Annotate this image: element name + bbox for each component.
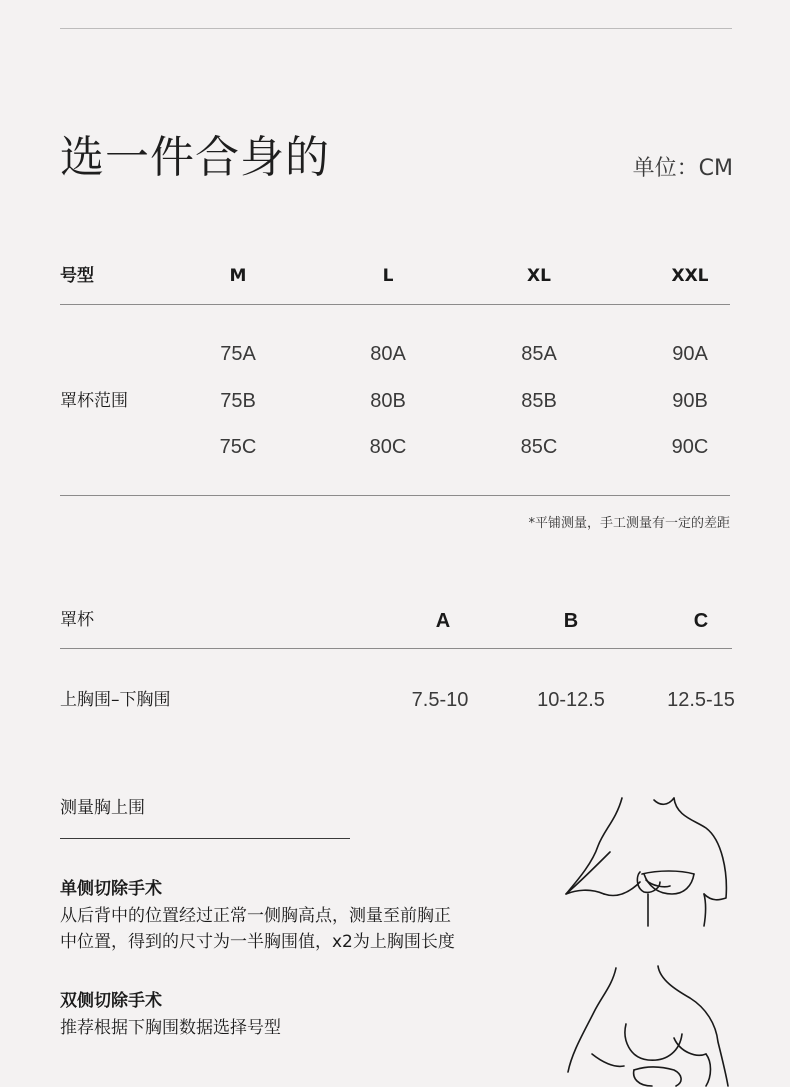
size-col-xxl: XXL bbox=[671, 266, 709, 286]
double-surgery-text: 推荐根据下胸围数据选择号型 bbox=[60, 1018, 281, 1038]
size-cell: 75A bbox=[220, 343, 256, 365]
size-col-m: M bbox=[229, 266, 247, 286]
single-surgery-text-line1: 从后背中的位置经过正常一侧胸高点，测量至前胸正 bbox=[60, 906, 451, 926]
size-table-header-label: 号型 bbox=[60, 266, 94, 286]
unit-label: 单位：CM bbox=[632, 156, 733, 181]
size-cell: 85A bbox=[521, 343, 557, 365]
size-table-row-label: 罩杯范围 bbox=[60, 391, 128, 411]
size-cell: 80C bbox=[369, 436, 407, 458]
cup-table-row-label: 上胸围–下胸围 bbox=[60, 690, 171, 710]
size-table-bottom-divider bbox=[60, 495, 730, 496]
size-cell: 90A bbox=[672, 343, 708, 365]
size-cell: 80B bbox=[370, 390, 406, 412]
measure-title-underline bbox=[60, 838, 350, 839]
measurement-note: *平铺测量，手工测量有一定的差距 bbox=[528, 516, 730, 531]
page-title: 选一件合身的 bbox=[60, 132, 330, 183]
size-col-xl: XL bbox=[527, 266, 551, 286]
size-cell: 75B bbox=[220, 390, 256, 412]
cup-col-b: B bbox=[563, 610, 579, 632]
cup-cell: 10-12.5 bbox=[537, 689, 605, 711]
torso-measure-single-illustration bbox=[556, 790, 736, 930]
cup-cell: 7.5-10 bbox=[411, 689, 469, 711]
size-cell: 75C bbox=[219, 436, 257, 458]
size-cell: 85B bbox=[521, 390, 557, 412]
cup-col-c: C bbox=[693, 610, 709, 632]
measure-section-title: 测量胸上围 bbox=[60, 798, 145, 818]
single-surgery-text-line2: 中位置，得到的尺寸为一半胸围值，x2为上胸围长度 bbox=[60, 932, 455, 952]
size-cell: 80A bbox=[370, 343, 406, 365]
size-cell: 90B bbox=[672, 390, 708, 412]
size-table-header-divider bbox=[60, 304, 730, 305]
cup-cell: 12.5-15 bbox=[667, 689, 735, 711]
torso-measure-double-illustration bbox=[556, 962, 736, 1087]
single-surgery-title: 单侧切除手术 bbox=[60, 879, 162, 899]
cup-col-a: A bbox=[435, 610, 451, 632]
double-surgery-title: 双侧切除手术 bbox=[60, 991, 162, 1011]
cup-table-header-divider bbox=[60, 648, 732, 649]
size-cell: 90C bbox=[671, 436, 709, 458]
cup-table-header-label: 罩杯 bbox=[60, 610, 94, 630]
size-col-l: L bbox=[382, 266, 394, 286]
top-divider bbox=[60, 28, 732, 29]
size-cell: 85C bbox=[520, 436, 558, 458]
